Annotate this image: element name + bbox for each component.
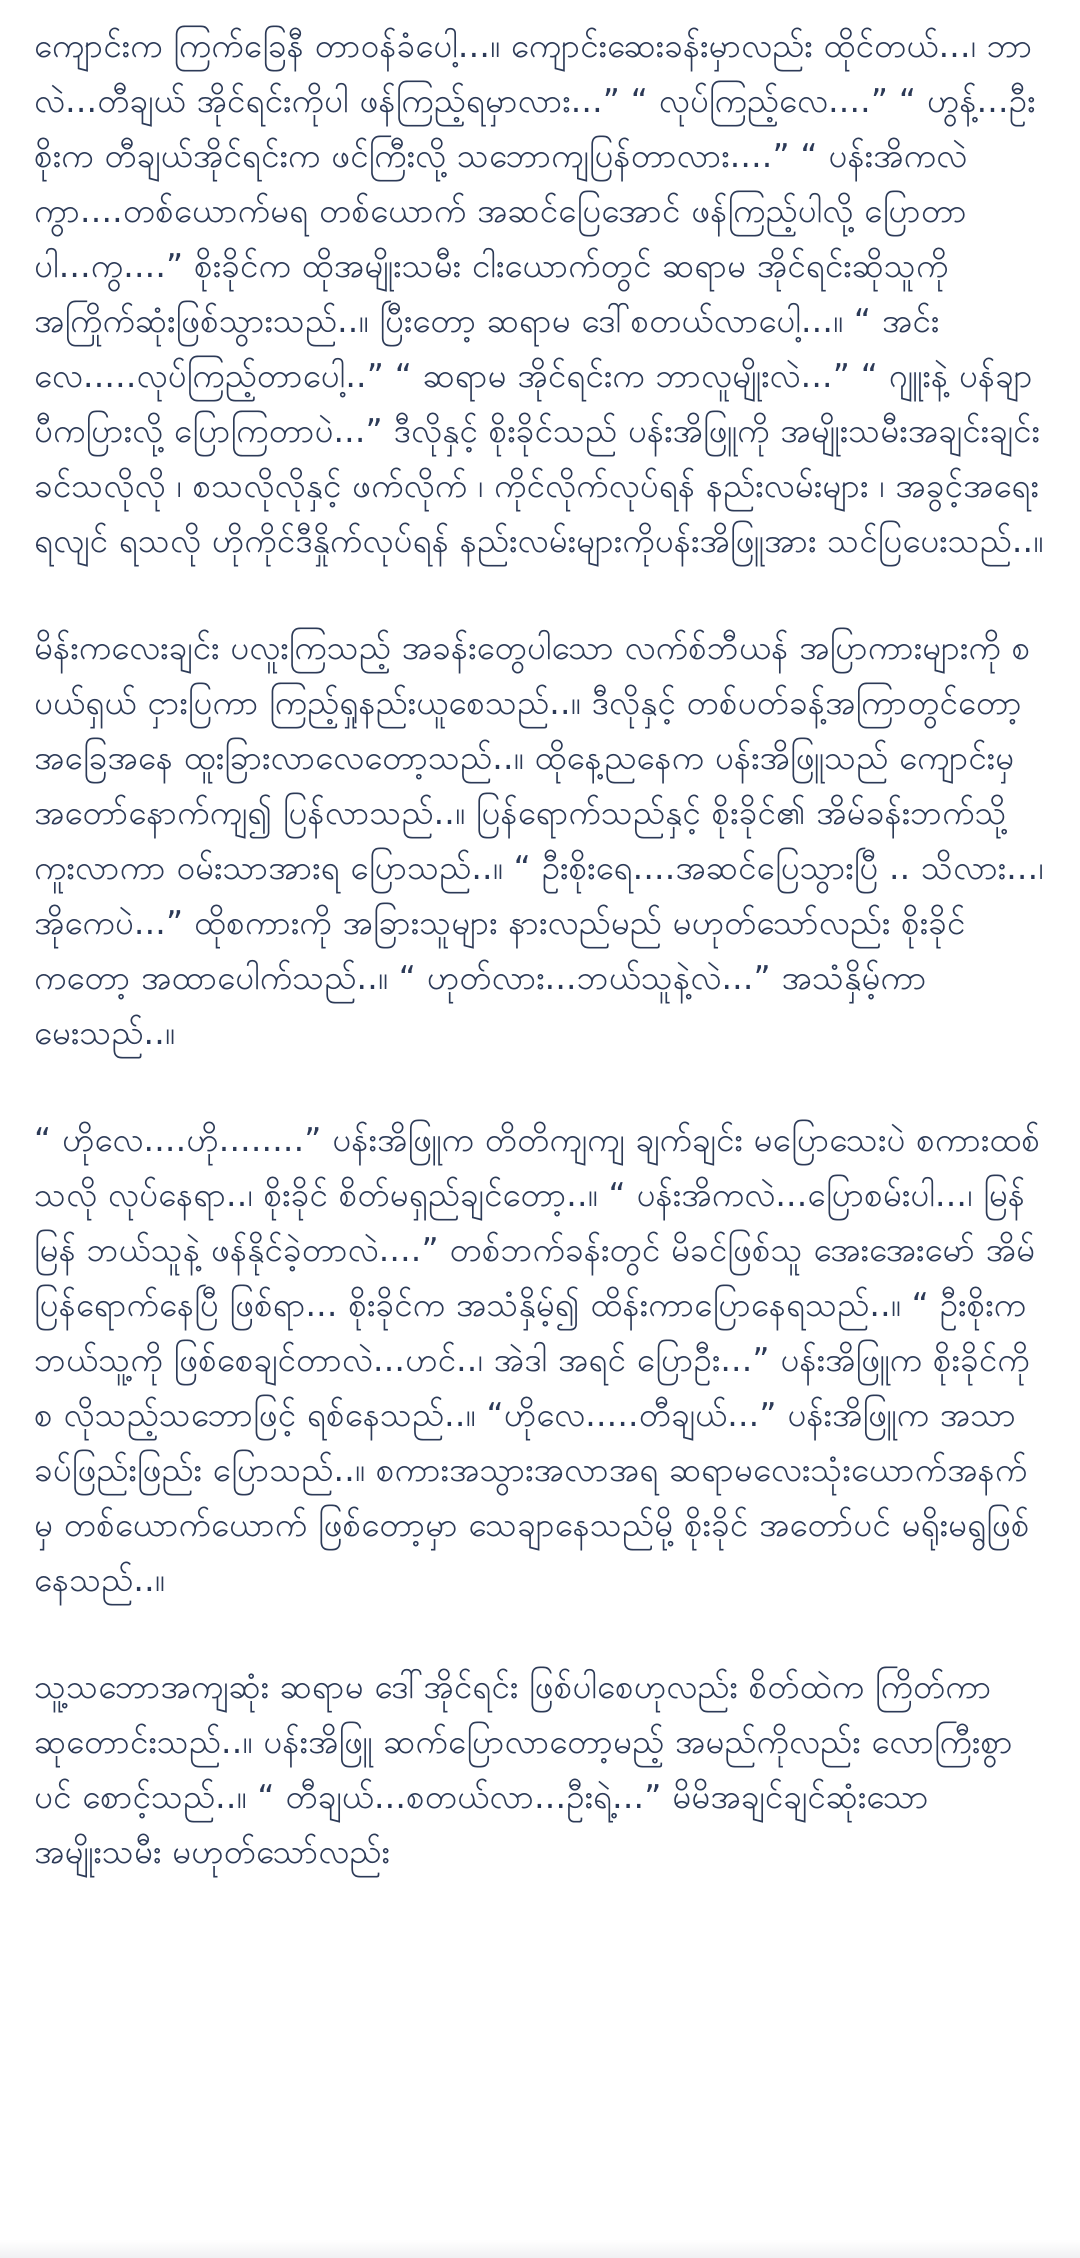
article-body	[34, 18, 1046, 1931]
article-paragraph: မိန်းကလေးချင်း ပလူးကြသည့် အခန်းတွေပါသော လက်စ်ဘီယန် အပြာကားများကို စပယ်ရှယ် ငှားပြကာ ကြည့်ရှုနည်းယူစေသည်..။ ဒီလိုနှင့် တစ်ပတ်ခန့်အကြာတွင်တော့ အခြေအနေ ထူးခြားလာလေတော့သည်..။ ထိုနေ့ညနေက ပန်းအိဖြူသည် ကျောင်းမှ အတော်နောက်ကျ၍ ပြန်လာသည်..။ ပြန်ရောက်သည်နှင့် စိုးခိုင်၏ အိမ်ခန်းဘက်သို့ ကူးလာကာ ဝမ်းသာအားရ ပြောသည်..။ “ ဦးစိုးရေ....အဆင်ပြေသွားပြီ .. သိလား...၊ အိုကေပဲ...” ထိုစကားကို အခြားသူများ နားလည်မည် မဟုတ်သော်လည်း စိုးခိုင်ကတော့ အထာပေါက်သည်..။ “ ဟုတ်လား...ဘယ်သူနဲ့လဲ...” အသံနှိမ့်ကာ မေးသည်..။	[34, 628, 1044, 1052]
article-paragraph: သူ့သဘောအကျဆုံး ဆရာမ ဒေါ်အိုင်ရင်း ဖြစ်ပါစေဟုလည်း စိတ်ထဲက ကြိတ်ကာဆုတောင်းသည်..။ ပန်းအိဖြူ ဆက်ပြောလာတော့မည့် အမည်ကိုလည်း လောကြီးစွာပင် စောင့်သည်..။ “ တီချယ်...စတယ်လာ...ဦးရဲ့...” မိမိအချင်ချင်ဆုံးသော အမျိုးသမီး မဟုတ်သော်လည်း	[34, 1667, 1013, 1871]
bottom-edge-shadow	[0, 2240, 1080, 2258]
article-paragraph: ကျောင်းက ကြက်ခြေနီ တာဝန်ခံပေါ့...။ ကျောင်းဆေးခန်းမှာလည်း ထိုင်တယ်...၊ ဘာလဲ...တီချယ် အိုင်ရင်းကိုပါ ဖန်ကြည့်ရမှာလား...” “ လုပ်ကြည့်လေ....” “ ဟွန့်...ဦးစိုးက တီချယ်အိုင်ရင်းက ဖင်ကြီးလို့ သဘောကျပြန်တာလား....” “ ပန်းအိကလဲကွာ....တစ်ယောက်မရ တစ်ယောက် အဆင်ပြေအောင် ဖန်ကြည့်ပါလို့ ပြောတာပါ...ကွ....” စိုးခိုင်က ထိုအမျိုးသမီး ငါးယောက်တွင် ဆရာမ အိုင်ရင်းဆိုသူကို အကြိုက်ဆုံးဖြစ်သွားသည်..။ ပြီးတော့ ဆရာမ ဒေါ်စတယ်လာပေါ့...။ “ အင်းလေ.....လုပ်ကြည့်တာပေါ့..” “ ဆရာမ အိုင်ရင်းက ဘာလူမျိုးလဲ...” “ ဂျူးနဲ့ ပန်ချာပီကပြားလို့ ပြောကြတာပဲ...” ဒီလိုနှင့် စိုးခိုင်သည် ပန်းအိဖြူကို အမျိုးသမီးအချင်းချင်း ခင်သလိုလို ၊ စသလိုလိုနှင့် ဖက်လိုက် ၊ ကိုင်လိုက်လုပ်ရန် နည်းလမ်းများ ၊ အခွင့်အရေး ရလျင် ရသလို ဟိုကိုင်ဒီနှိုက်လုပ်ရန် နည်းလမ်းများကိုပန်းအိဖြူအား သင်ပြပေးသည်..။	[34, 26, 1044, 560]
article-paragraph: “ ဟိုလေ....ဟို........” ပန်းအိဖြူက တိတိကျကျ ချက်ချင်း မပြောသေးပဲ စကားထစ်သလို လုပ်နေရာ..၊ စိုးခိုင် စိတ်မရှည်ချင်တော့..။ “ ပန်းအိကလဲ...ပြောစမ်းပါ...၊ မြန်မြန် ဘယ်သူနဲ့ ဖန်နိုင်ခဲ့တာလဲ....” တစ်ဘက်ခန်းတွင် မိခင်ဖြစ်သူ အေးအေးမော် အိမ်ပြန်ရောက်နေပြီ ဖြစ်ရာ... စိုးခိုင်က အသံနှိမ့်၍ ထိန်းကာပြောနေရသည်..။ “ ဦးစိုးက ဘယ်သူ့ကို ဖြစ်စေချင်တာလဲ...ဟင်..၊ အဲဒါ အရင် ပြောဦး...” ပန်းအိဖြူက စိုးခိုင်ကို စ လိုသည့်သဘောဖြင့် ရစ်နေသည်..။ “ဟိုလေ.....တီချယ်...” ပန်းအိဖြူက အသာ ခပ်ဖြည်းဖြည်း ပြောသည်..။ စကားအသွားအလာအရ ဆရာမလေးသုံးယောက်အနက်မှ တစ်ယောက်ယောက် ဖြစ်တော့မှာ သေချာနေသည်မို့ စိုးခိုင် အတော်ပင် မရိုးမရွဖြစ်နေသည်..။	[34, 1120, 1041, 1599]
